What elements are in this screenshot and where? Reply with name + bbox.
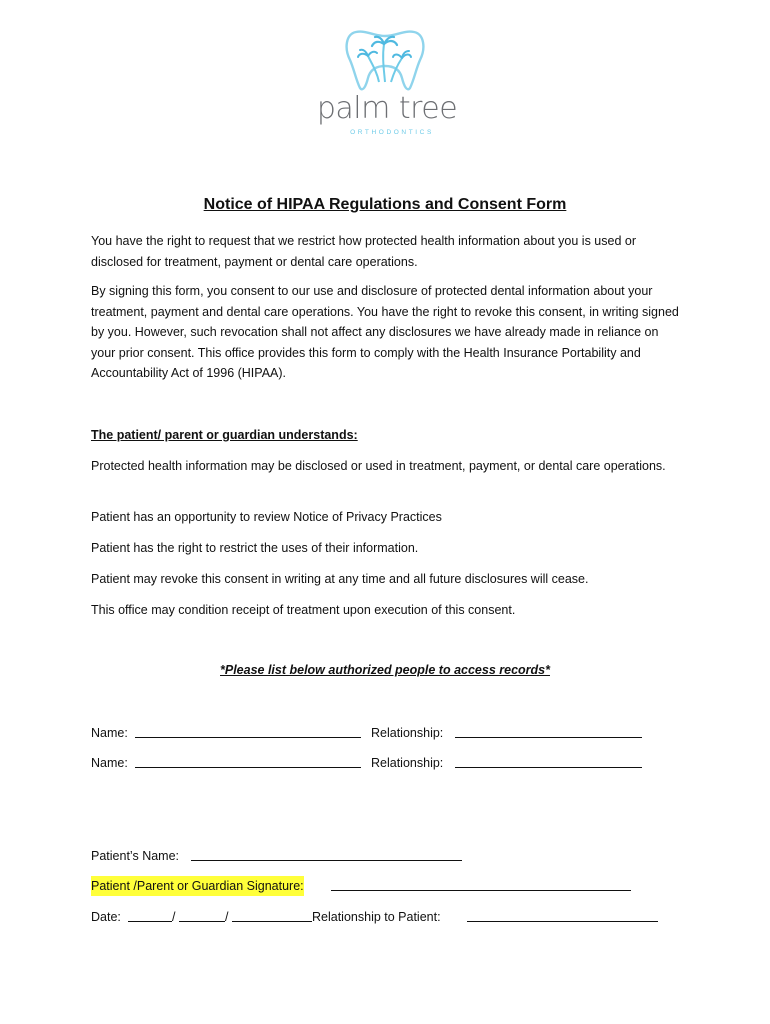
date-day-input-line[interactable] <box>179 907 225 922</box>
understands-item: Patient has an opportunity to review Notice of Privacy Practices <box>91 510 442 524</box>
relationship-input-line[interactable] <box>455 753 642 768</box>
date-month-input-line[interactable] <box>128 907 172 922</box>
understands-item: Patient may revoke this consent in writing at any time and all future disclosures will cease. <box>91 572 589 586</box>
understands-item: Protected health information may be disclosed or used in treatment, payment, or dental care operations. <box>91 459 666 473</box>
practice-logo <box>300 18 470 143</box>
relationship-label: Relationship: <box>371 726 444 740</box>
name-input-line[interactable] <box>135 723 361 738</box>
understands-heading: The patient/ parent or guardian understands: <box>91 428 358 442</box>
patient-name-label: Patient’s Name: <box>91 849 180 863</box>
relationship-to-patient-input-line[interactable] <box>467 907 658 922</box>
date-separator: / <box>225 910 229 924</box>
name-label: Name: <box>91 756 128 770</box>
consent-paragraph: By signing this form, you consent to our use and disclosure of protected dental information about your treatment, payment and dental care operations. You have the right to revoke this consent, in writing signed by you. However, such revocation shall not affect any disclosures we have already made in reliance on your prior consent. This office provides this form to comply with the Health Insurance Portability and Accountability Act of 1996 (HIPAA). <box>91 284 679 380</box>
brand-tagline: ORTHODONTICS <box>350 129 434 136</box>
date-separator: / <box>172 910 176 924</box>
signature-label: Patient /Parent or Guardian Signature: <box>91 876 304 896</box>
understands-item: This office may condition receipt of treatment upon execution of this consent. <box>91 603 516 617</box>
signature-input-line[interactable] <box>331 876 631 891</box>
relationship-input-line[interactable] <box>455 723 642 738</box>
name-label: Name: <box>91 726 128 740</box>
brand-name: palm tree <box>316 91 458 126</box>
document-title: Notice of HIPAA Regulations and Consent Form <box>203 196 567 213</box>
relationship-label: Relationship: <box>371 756 444 770</box>
tooth-with-palm-trees-icon <box>342 24 428 92</box>
date-year-input-line[interactable] <box>232 907 312 922</box>
patient-name-input-line[interactable] <box>191 846 462 861</box>
intro-paragraph: You have the right to request that we restrict how protected health information about you is used or disclosed for treatment, payment or dental care operations. <box>91 234 637 269</box>
name-input-line[interactable] <box>135 753 361 768</box>
understands-item: Patient has the right to restrict the uses of their information. <box>91 541 419 555</box>
authorized-people-heading: *Please list below authorized people to access records* <box>220 663 550 677</box>
date-label: Date: <box>91 910 121 924</box>
relationship-to-patient-label: Relationship to Patient: <box>312 910 441 924</box>
